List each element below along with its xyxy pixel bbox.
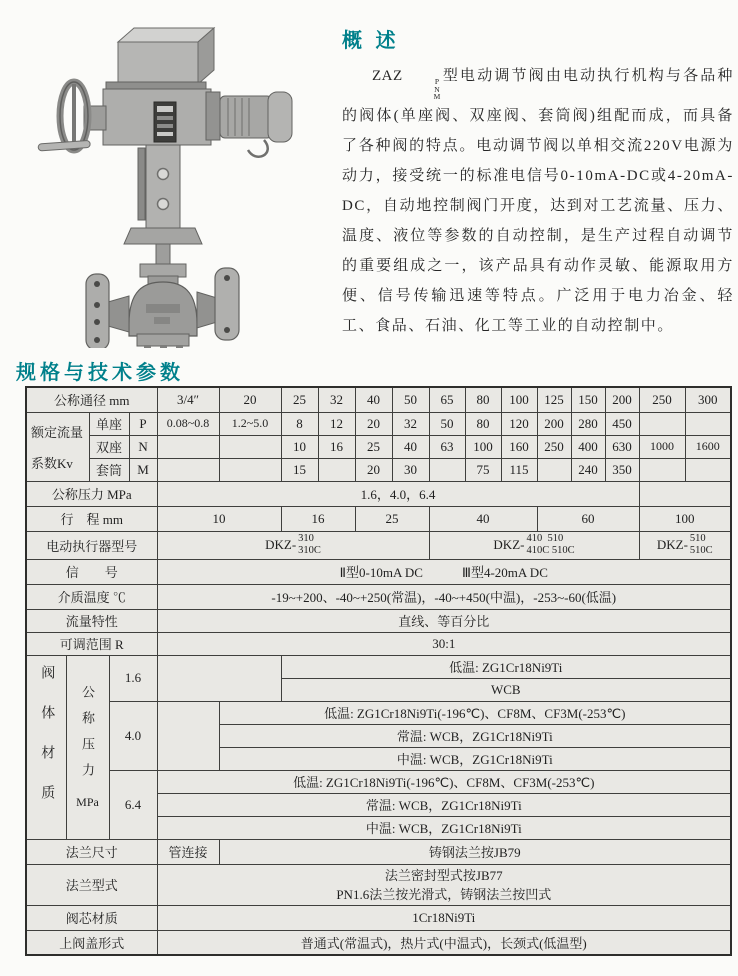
kv-value: 400 — [571, 435, 605, 458]
specs-table — [25, 386, 732, 956]
kv-value: 25 — [355, 435, 392, 458]
material-value: 常温: WCB，ZG1Cr18Ni9Ti — [157, 793, 731, 816]
kv-value: 350 — [605, 458, 639, 481]
material-value: 低温: ZG1Cr18Ni9Ti(-196℃)、CF8M、CF3M(-253℃) — [219, 701, 731, 724]
medium-temperature-value: -19~+200、-40~+250(常温)，-40~+450(中温)，-253~-60(低温) — [157, 584, 731, 609]
kv-value: 80 — [465, 412, 501, 435]
dn-value: 3/4″ — [157, 387, 219, 412]
label-plug-material: 阀芯材质 — [26, 905, 157, 930]
flange-type-value: 法兰密封型式按JB77 PN1.6法兰按光滑式，铸钢法兰按凹式 — [157, 864, 731, 905]
kv-value — [685, 458, 731, 481]
model-designation: ZAZ P N M — [372, 68, 441, 101]
row-kv-double-seat — [26, 435, 731, 458]
seat-code: P — [129, 412, 157, 435]
kv-value — [157, 435, 219, 458]
flange-size-value: 铸钢法兰按JB79 — [219, 839, 731, 864]
valve-illustration — [28, 22, 320, 348]
row-body-material — [26, 770, 731, 793]
kv-value: 160 — [501, 435, 537, 458]
material-value: 低温: ZG1Cr18Ni9Ti — [281, 655, 731, 678]
material-blank — [157, 655, 281, 701]
row-actuator-model — [26, 531, 731, 559]
material-blank — [157, 701, 219, 770]
seat-type: 双座 — [89, 435, 129, 458]
body-marking — [146, 304, 180, 313]
row-medium-temperature — [26, 584, 731, 609]
kv-value: 100 — [465, 435, 501, 458]
label-kv: 额定流量 系数Kv — [26, 412, 89, 481]
dn-value: 100 — [501, 387, 537, 412]
row-body-material — [26, 701, 731, 724]
dn-value: 20 — [219, 387, 281, 412]
kv-value: 0.08~0.8 — [157, 412, 219, 435]
label-rangeability: 可调范围 R — [26, 632, 157, 655]
kv-value: 40 — [392, 435, 429, 458]
seat-type: 套筒 — [89, 458, 129, 481]
dn-value: 25 — [281, 387, 318, 412]
nominal-pressure-value: 1.6，4.0，6.4 — [157, 481, 639, 506]
kv-value: 450 — [605, 412, 639, 435]
kv-value: 12 — [318, 412, 355, 435]
row-flange-type — [26, 864, 731, 905]
label-body-material-pressure: 公称压力 MPa — [66, 655, 109, 839]
bonnet-flange — [140, 264, 186, 277]
row-kv-cage — [26, 458, 731, 481]
kv-value — [318, 458, 355, 481]
label-actuator-model: 电动执行器型号 — [26, 531, 157, 559]
seat-type: 单座 — [89, 412, 129, 435]
pressure-grade: 6.4 — [109, 770, 157, 839]
overview-body-text: 型电动调节阀由电动执行机构与各品种的阀体(单座阀、双座阀、套筒阀)组配而成，而具备了各种阀的特点。电动调节阀以单相交流220V电源为动力，接受统一的标准电信号0-10mA-DC或4-20mA-DC，自动地控制阀门开度，达到对工艺流量、压力、温度、液位等参数的自动控制，是生产过程自动调节的重要组成之一，该产品具有动作灵敏、能源取用方便、信号传输迅速等特点。广泛用于电力冶金、轻工、食品、石油、化工等工业的自动控制中。 — [342, 68, 734, 334]
bonnet-type-value: 普通式(常温式)，热片式(中温式)，长颈式(低温型) — [157, 930, 731, 955]
row-stroke — [26, 506, 731, 531]
row-flow-characteristic — [26, 609, 731, 632]
kv-value — [157, 458, 219, 481]
label-flow-characteristic: 流量特性 — [26, 609, 157, 632]
handwheel — [38, 82, 106, 151]
row-bonnet-type — [26, 930, 731, 955]
kv-value: 240 — [571, 458, 605, 481]
valve-body — [86, 244, 239, 348]
motor-cable — [248, 140, 268, 157]
kv-value: 1000 — [639, 435, 685, 458]
stroke-value: 10 — [157, 506, 281, 531]
row-nominal-diameter — [26, 387, 731, 412]
seat-code: M — [129, 458, 157, 481]
dn-value: 125 — [537, 387, 571, 412]
dn-value: 80 — [465, 387, 501, 412]
kv-value: 250 — [537, 435, 571, 458]
kv-value: 20 — [355, 458, 392, 481]
row-body-material — [26, 655, 731, 678]
actuator-model-value: DKZ- 310 310C — [157, 531, 429, 559]
flow-characteristic-value: 直线、等百分比 — [157, 609, 731, 632]
overview-heading: 概 述 — [342, 30, 400, 52]
bottom-flange — [137, 334, 189, 346]
dn-value: 65 — [429, 387, 465, 412]
kv-value: 10 — [281, 435, 318, 458]
kv-value: 120 — [501, 412, 537, 435]
dn-value: 50 — [392, 387, 429, 412]
model-suffix-stack: P N M — [433, 77, 441, 101]
material-value: WCB — [281, 678, 731, 701]
dn-value: 300 — [685, 387, 731, 412]
row-flange-size — [26, 839, 731, 864]
pressure-grade: 4.0 — [109, 701, 157, 770]
kv-value: 32 — [392, 412, 429, 435]
rangeability-value: 30:1 — [157, 632, 731, 655]
material-value: 中温: WCB，ZG1Cr18Ni9Ti — [157, 816, 731, 839]
nominal-pressure-blank — [639, 481, 731, 506]
kv-value — [429, 458, 465, 481]
stroke-value: 100 — [639, 506, 731, 531]
kv-value — [219, 435, 281, 458]
kv-value: 16 — [318, 435, 355, 458]
kv-value: 30 — [392, 458, 429, 481]
row-plug-material — [26, 905, 731, 930]
crank-lever — [38, 140, 90, 151]
kv-value: 50 — [429, 412, 465, 435]
dn-value: 150 — [571, 387, 605, 412]
actuator-model-value: DKZ- 510 510C — [639, 531, 731, 559]
label-nominal-pressure: 公称压力 MPa — [26, 481, 157, 506]
dn-value: 32 — [318, 387, 355, 412]
material-value: 中温: WCB，ZG1Cr18Ni9Ti — [219, 747, 731, 770]
overview-paragraph — [342, 61, 734, 341]
pressure-grade: 1.6 — [109, 655, 157, 701]
label-signal: 信 号 — [26, 559, 157, 584]
kv-value — [537, 458, 571, 481]
kv-value — [219, 458, 281, 481]
kv-value — [685, 412, 731, 435]
seat-code: N — [129, 435, 157, 458]
row-kv-single-seat — [26, 412, 731, 435]
label-nominal-diameter: 公称通径 mm — [26, 387, 157, 412]
label-stroke: 行 程 mm — [26, 506, 157, 531]
row-signal — [26, 559, 731, 584]
dn-value: 250 — [639, 387, 685, 412]
kv-value — [639, 458, 685, 481]
actuator-cover — [118, 28, 214, 84]
stroke-value: 40 — [429, 506, 537, 531]
stroke-value: 25 — [355, 506, 429, 531]
yoke — [124, 145, 202, 244]
kv-value: 115 — [501, 458, 537, 481]
kv-value: 280 — [571, 412, 605, 435]
stroke-value: 60 — [537, 506, 639, 531]
row-nominal-pressure — [26, 481, 731, 506]
kv-value: 630 — [605, 435, 639, 458]
row-rangeability — [26, 632, 731, 655]
material-value: 低温: ZG1Cr18Ni9Ti(-196℃)、CF8M、CF3M(-253℃) — [157, 770, 731, 793]
label-body-material: 阀体材质 — [26, 655, 66, 839]
kv-value: 1600 — [685, 435, 731, 458]
kv-value: 20 — [355, 412, 392, 435]
kv-value: 1.2~5.0 — [219, 412, 281, 435]
label-medium-temperature: 介质温度 ℃ — [26, 584, 157, 609]
label-bonnet-type: 上阀盖形式 — [26, 930, 157, 955]
specs-heading: 规格与技术参数 — [16, 362, 184, 384]
kv-value: 200 — [537, 412, 571, 435]
actuator-model-value: DKZ- 410 510 410C 510C — [429, 531, 639, 559]
product-photo-electric-control-valve — [28, 22, 320, 348]
kv-value: 8 — [281, 412, 318, 435]
actuator-housing — [103, 82, 220, 145]
stroke-value: 16 — [281, 506, 355, 531]
kv-value: 75 — [465, 458, 501, 481]
dn-value: 200 — [605, 387, 639, 412]
yoke-flange — [124, 228, 202, 244]
kv-value: 63 — [429, 435, 465, 458]
flange-size-sub: 管连接 — [157, 839, 219, 864]
kv-value — [639, 412, 685, 435]
dn-value: 40 — [355, 387, 392, 412]
material-value: 常温: WCB，ZG1Cr18Ni9Ti — [219, 724, 731, 747]
label-flange-size: 法兰尺寸 — [26, 839, 157, 864]
motor — [220, 92, 292, 157]
label-flange-type: 法兰型式 — [26, 864, 157, 905]
signal-value: Ⅱ型0-10mA DC Ⅲ型4-20mA DC — [157, 559, 731, 584]
overview-section — [342, 24, 734, 341]
plug-material-value: 1Cr18Ni9Ti — [157, 905, 731, 930]
kv-value: 15 — [281, 458, 318, 481]
